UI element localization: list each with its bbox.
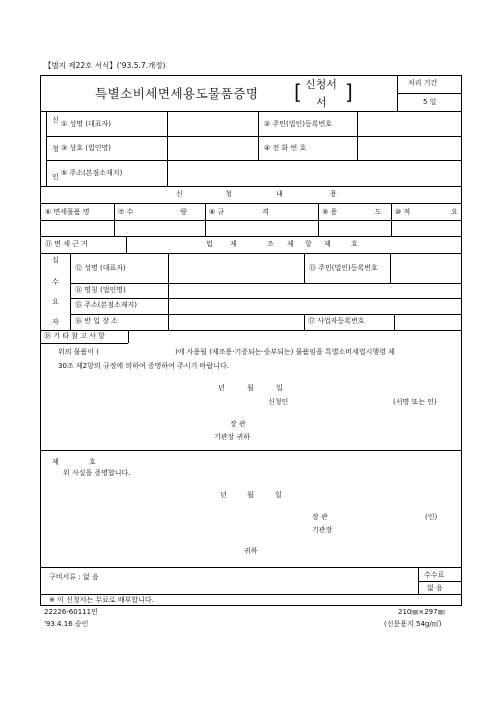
buyer-site-label: ⑯ 반 입 장 소 [75, 317, 118, 325]
paper-spec: (신문용지 54g/㎡) [384, 620, 442, 628]
col-usage-b: 도 [375, 208, 382, 216]
applicant-side-3: 인 [52, 173, 59, 181]
declaration-line1b: )에 사용될 (제조용·기증되는·승부되는) 물품임을 특별소비세법시행령 제 [175, 348, 395, 356]
buyer-side-3: 요 [52, 298, 59, 306]
declaration-applicant-label: 신청인 [268, 398, 289, 406]
legal-text-2: 제 [230, 240, 237, 248]
buyer-resident-no-label: ⑬ 주민(법인)등록번호 [309, 264, 378, 272]
certificate-minister: 장 관 [312, 513, 328, 521]
buyer-address-label: ⑮ 주소(본점소재지) [75, 301, 138, 309]
col-quantity-b: 량 [180, 208, 187, 216]
remarks-label: ⑱ 기 타 참 고 사 항 [44, 332, 105, 340]
content-header-4: 용 [330, 190, 337, 198]
legal-text-3: 조 [267, 240, 274, 248]
col-quantity: ⑦ 수 [118, 208, 134, 216]
declaration-date-year: 년 [218, 384, 225, 392]
applicant-side-1: 신 [52, 116, 59, 124]
buyer-side-4: 자 [52, 318, 59, 326]
buyer-name-label: ⑫ 성명 (대표자) [75, 264, 126, 272]
applicant-address-label: ⑤ 주소(본점소재지) [61, 169, 123, 177]
buyer-side-2: 수 [52, 278, 59, 286]
legal-text-7: 호 [351, 240, 358, 248]
fee-value: 없 음 [427, 584, 443, 592]
paper-size: 210㎜×297㎜ [398, 608, 445, 616]
free-note: ※ 이 신청서는 무료로 배부합니다. [49, 596, 154, 604]
col-spec: ⑧ 규 [209, 208, 225, 216]
certificate-seal: (인) [425, 513, 438, 521]
declaration-agency: 기관장 귀하 [214, 433, 251, 441]
legal-text-1: 법 [206, 240, 213, 248]
doc-type-top: 신청서 [305, 78, 337, 91]
fee-label: 수수료 [424, 571, 445, 579]
form-number: 【별지 제22호 서식】('93.5.7.개정) [44, 61, 166, 70]
form-code: 22226-60111민 [44, 608, 98, 616]
certificate-no-label: 제 [52, 458, 59, 466]
buyer-biz-no-label: ⑰ 사업자등록번호 [308, 317, 365, 325]
processing-period-label: 처리 기간 [408, 79, 438, 87]
content-header-1: 신 [176, 190, 183, 198]
form-frame [40, 75, 462, 606]
certificate-to: 귀하 [244, 547, 258, 555]
attachments: 구비서류 : 없 음 [49, 573, 99, 581]
legal-text-4: 제 [287, 240, 294, 248]
declaration-date-month: 월 [247, 384, 254, 392]
applicant-firm-label: ③ 상호 (법인명) [61, 144, 111, 152]
buyer-firm-label: ⑭ 명칭 (법인명) [75, 286, 126, 294]
doc-type-bottom: 서 [316, 96, 327, 109]
declaration-sign-label: (서명 또는 인) [393, 398, 437, 406]
certificate-agency: 기관장 [312, 526, 333, 534]
applicant-phone-label: ④ 전 화 번 호 [264, 144, 307, 152]
certificate-text: 위 사실을 증명합니다. [63, 469, 131, 477]
certificate-date-month: 월 [247, 491, 254, 499]
declaration-line2: 30조 제2항의 규정에 의하여 증명하여 주시기 바랍니다. [58, 362, 229, 370]
declaration-line1a: 위의 물품이 ( [58, 348, 99, 356]
certificate-date-year: 년 [220, 491, 227, 499]
bracket-open: [ [294, 80, 302, 104]
bracket-close: ] [345, 80, 353, 104]
col-usage: ⑨ 용 [322, 208, 338, 216]
declaration-minister: 장 관 [230, 420, 246, 428]
col-remark: ⑩ 적 [395, 208, 411, 216]
applicant-resident-no-label: ② 주민(법인)등록번호 [264, 120, 333, 128]
form-title: 특별소비세면세용도물품증명 [95, 86, 259, 101]
approval-date: '93.4.16 승인 [44, 620, 89, 628]
certificate-date-day: 일 [275, 491, 282, 499]
content-header-3: 내 [276, 190, 283, 198]
processing-period-value: 5 일 [423, 98, 437, 106]
declaration-date-day: 일 [276, 384, 283, 392]
applicant-side-2: 청 [52, 145, 59, 153]
legal-text-5: 항 [305, 240, 312, 248]
applicant-name-label: ① 성명 (대표자) [61, 120, 111, 128]
certificate-no-suffix: 호 [89, 458, 96, 466]
col-remark-b: 요 [451, 208, 458, 216]
col-spec-b: 격 [262, 208, 269, 216]
legal-basis-label: ⑪ 면 세 근 거 [45, 240, 88, 248]
legal-text-6: 제 [324, 240, 331, 248]
buyer-side-1: 실 [52, 256, 59, 264]
col-item-name: ⑥ 면세물품 명 [45, 208, 90, 216]
content-header-2: 청 [225, 190, 232, 198]
